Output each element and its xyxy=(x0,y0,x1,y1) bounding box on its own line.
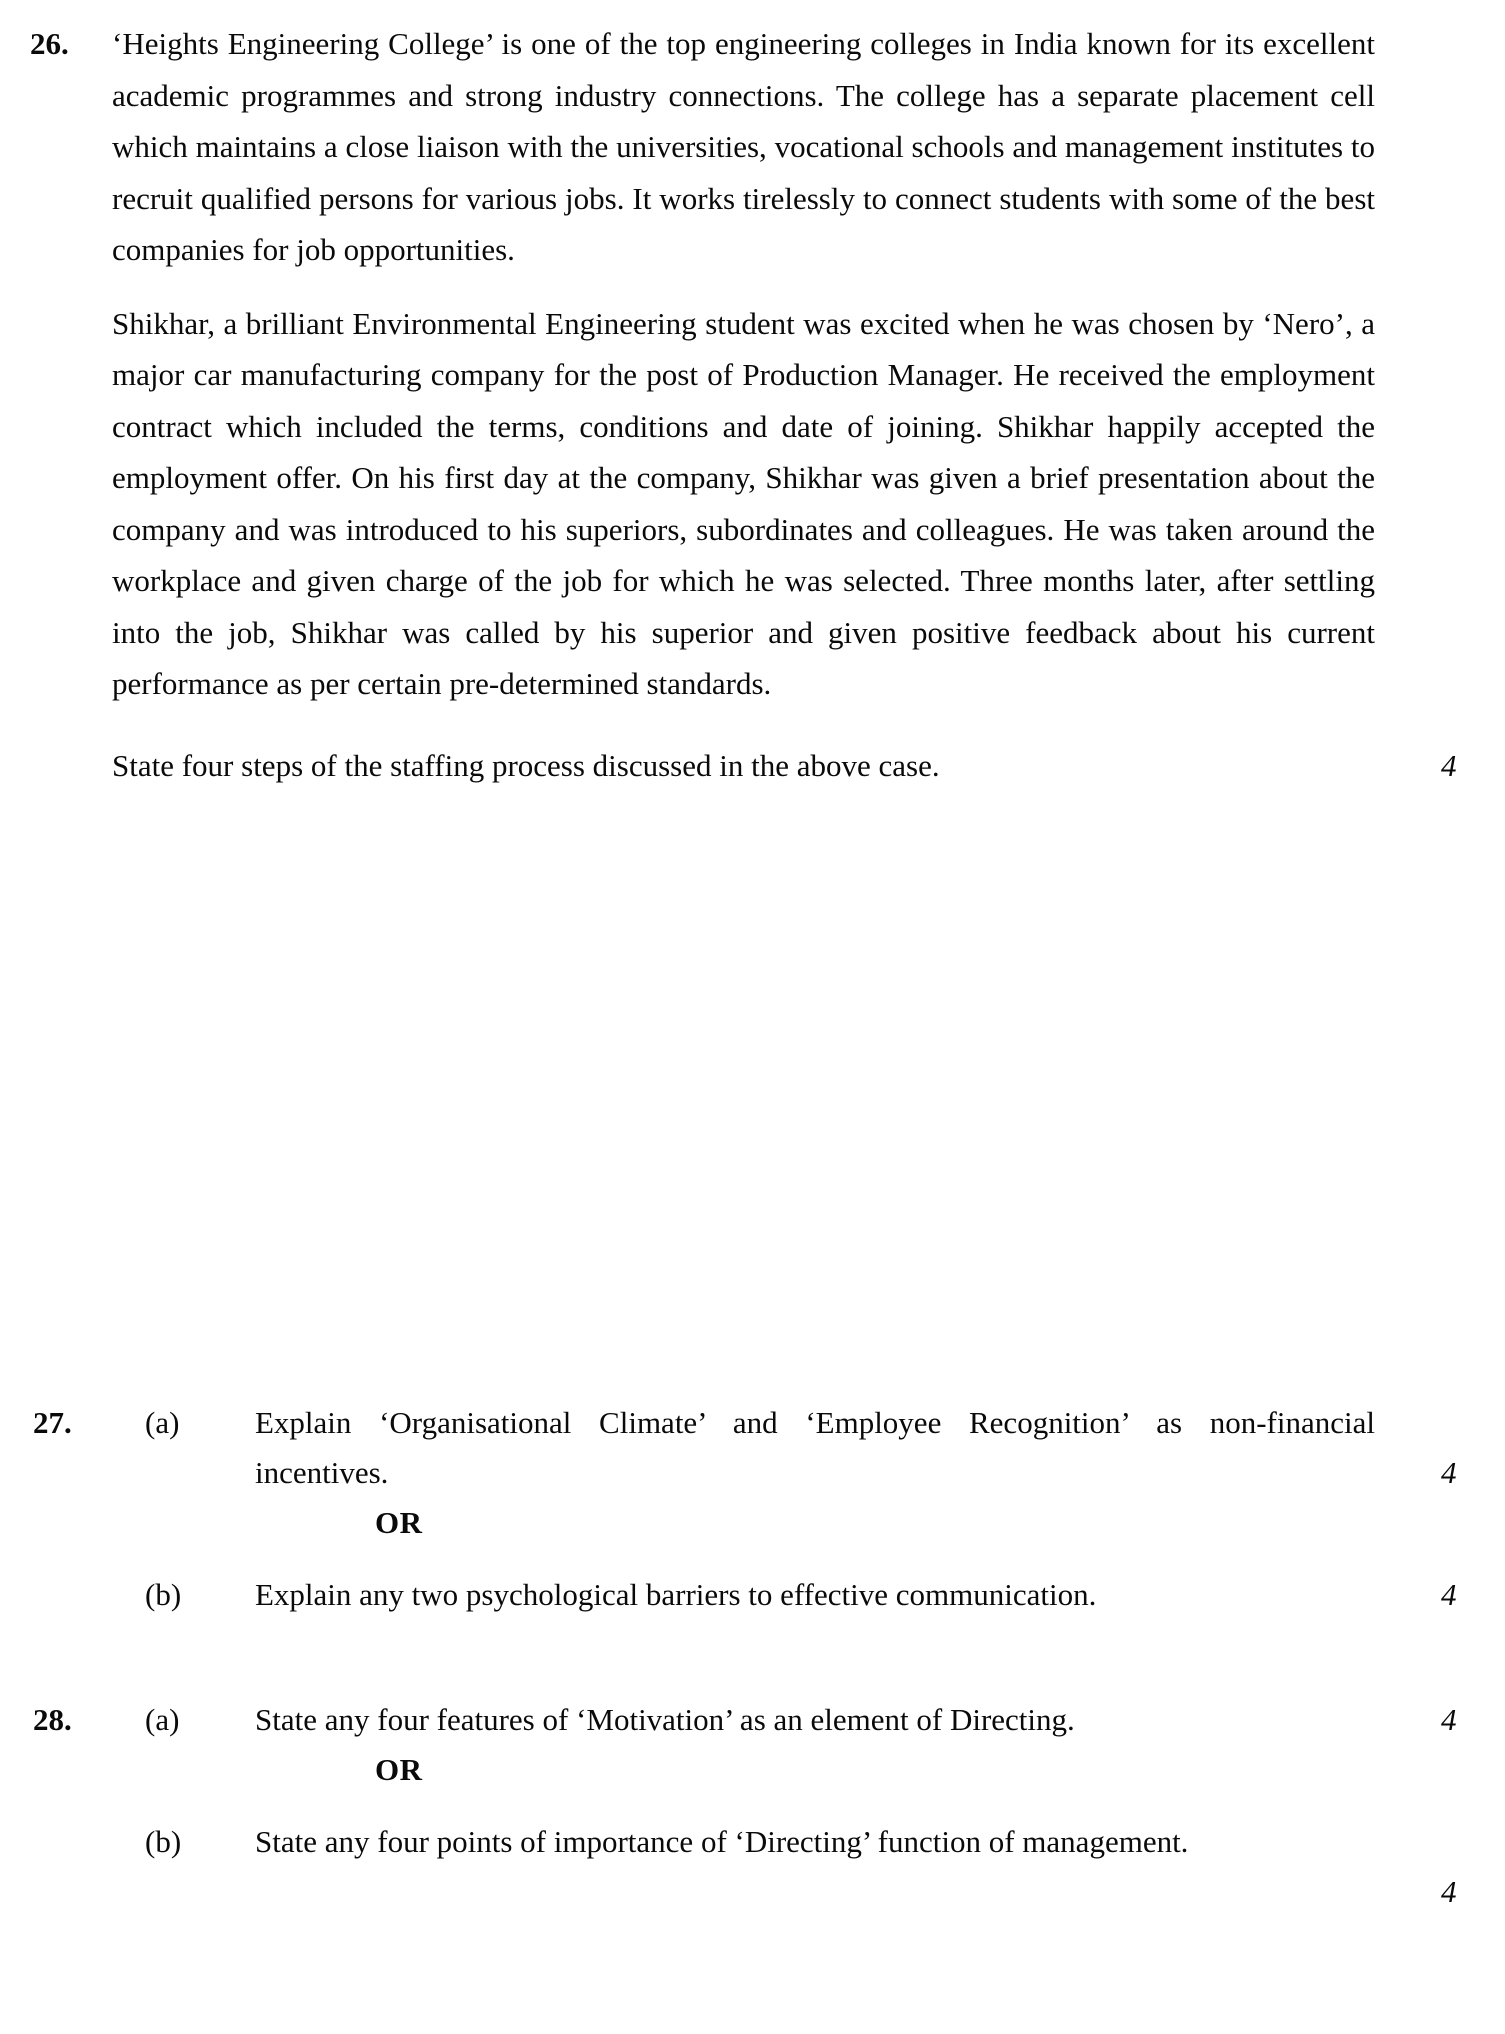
question-27-parts xyxy=(0,1398,1505,1620)
question-27-part-a-text: Explain ‘Organisational Climate’ and ‘Employee Recognition’ as non-financial incentives. xyxy=(255,1405,1375,1490)
question-27-or-separator: OR xyxy=(375,1505,423,1540)
question-27 xyxy=(0,1398,1505,1620)
question-28 xyxy=(0,1695,1505,1909)
question-26-paragraph-1: ‘Heights Engineering College’ is one of the top engineering colleges in India known for its excellent academic programmes and strong industry connections. The college has a separate placement cell which maintains a close liaison with the universities, vocational schools and management institutes to recruit qualified persons for various jobs. It works tirelessly to connect students with some of the best companies for job opportunities. xyxy=(112,26,1375,267)
question-26-ask: State four steps of the staffing process discussed in the above case. xyxy=(112,747,940,783)
question-27-part-b xyxy=(0,1570,1505,1620)
question-27-part-a xyxy=(0,1398,1505,1498)
question-28-part-a xyxy=(0,1695,1505,1745)
question-27-number: 27. xyxy=(33,1405,72,1440)
question-28-part-b xyxy=(0,1817,1505,1909)
question-28-part-a-text: State any four features of ‘Motivation’ as an element of Directing. xyxy=(255,1702,1075,1737)
question-27-part-b-marks: 4 xyxy=(1441,1577,1457,1612)
question-28-parts xyxy=(0,1695,1505,1909)
question-27-part-a-marks: 4 xyxy=(1441,1455,1457,1490)
question-27-part-b-text: Explain any two psychological barriers to effective communication. xyxy=(255,1577,1097,1612)
question-27-part-b-label: (b) xyxy=(145,1577,182,1612)
question-27-part-a-label: (a) xyxy=(145,1405,180,1440)
question-28-part-b-label: (b) xyxy=(145,1824,182,1859)
question-28-or-separator: OR xyxy=(375,1752,423,1787)
question-26-number: 26. xyxy=(30,26,69,61)
question-26-body xyxy=(112,18,1457,791)
question-28-number: 28. xyxy=(33,1702,72,1737)
question-28-part-b-text: State any four points of importance of ‘Directing’ function of management. xyxy=(255,1824,1189,1859)
question-26-marks: 4 xyxy=(1441,747,1457,783)
spacer xyxy=(0,1795,1505,1817)
question-28-part-b-marks: 4 xyxy=(1441,1874,1457,1909)
question-26-paragraph-2: Shikhar, a brilliant Environmental Engineering student was excited when he was chosen by ‘Nero’, a major car manufacturing company for the post of Production Manager. He received the employment contract which included the terms, conditions and date of joining. Shikhar happily accepted the employment offer. On his first day at the company, Shikhar was given a brief presentation about the company and was introduced to his superiors, subordinates and colleagues. He was taken around the workplace and given charge of the job for which he was selected. Three months later, after settling into the job, Shikhar was called by his superior and given positive feedback about his current performance as per certain pre-determined standards. xyxy=(112,305,1375,701)
spacer xyxy=(0,1548,1505,1570)
question-28-part-a-label: (a) xyxy=(145,1702,180,1737)
question-28-part-a-marks: 4 xyxy=(1441,1702,1457,1737)
question-26-ask-row xyxy=(112,740,1457,792)
question-26 xyxy=(0,18,1505,791)
